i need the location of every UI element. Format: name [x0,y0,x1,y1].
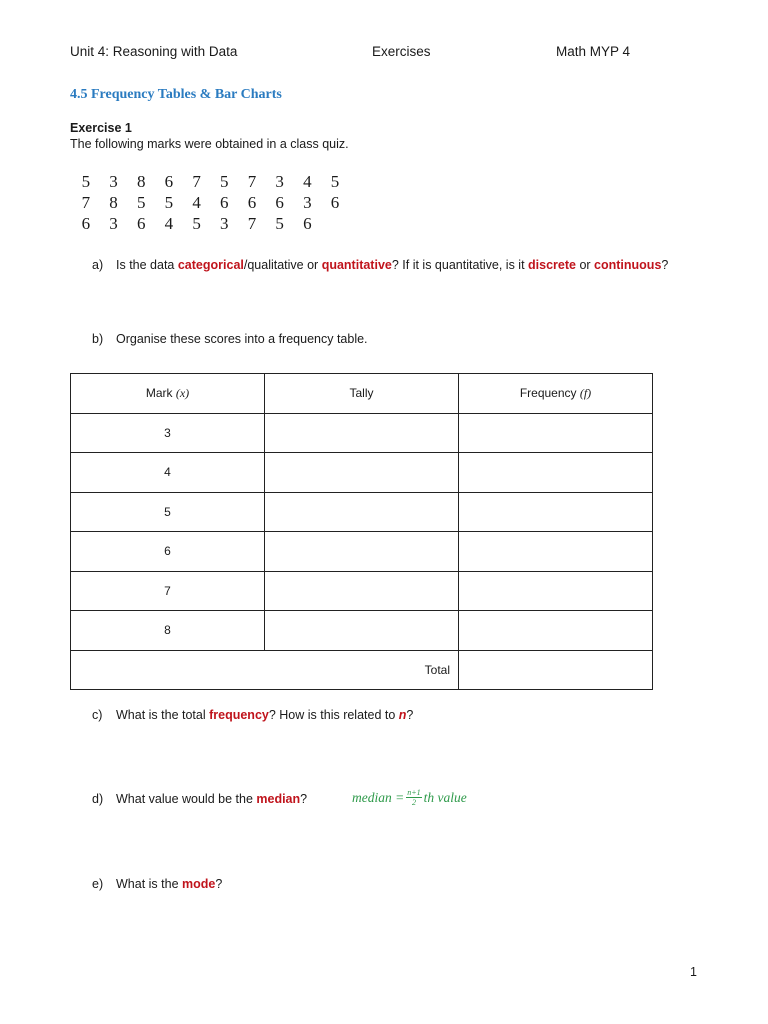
header-frequency-variable: (f) [579,385,592,400]
mark-value: 5 [275,214,284,233]
mark-value: 5 [192,214,201,233]
keyword-continuous: continuous [594,258,662,272]
mark-cell: 8 [71,611,265,651]
mark-value: 4 [164,214,174,233]
mark-cell: 7 [71,571,265,611]
table-row [71,492,653,532]
mark-value: 8 [109,193,118,212]
header-course: Math MYP 4 [556,44,631,59]
mark-value: 5 [220,172,229,191]
table-row [71,453,653,493]
question-a [92,258,668,272]
mark-value: 6 [164,172,174,191]
marks-row [72,214,349,235]
tally-cell[interactable] [265,492,459,532]
total-label: Total [71,650,459,690]
mark-value: 6 [303,214,312,233]
mark-value: 6 [220,193,229,212]
keyword-frequency: frequency [209,708,269,722]
header-mark-label: Mark [145,385,176,400]
total-frequency-cell[interactable] [459,650,653,690]
formula-fraction [406,788,421,807]
frequency-cell[interactable] [459,611,653,651]
mark-value: 6 [330,193,340,212]
frequency-cell[interactable] [459,532,653,572]
keyword-n: n [398,708,407,722]
formula-numerator: n+1 [407,788,421,797]
frequency-cell[interactable] [459,571,653,611]
mark-value: 3 [109,172,118,191]
header-mark-variable: (x) [175,385,190,400]
mark-value: 7 [81,193,91,212]
mark-value: 3 [109,214,118,233]
mark-cell: 6 [71,532,265,572]
question-e [92,877,222,891]
mark-value: 6 [136,214,146,233]
frequency-cell[interactable] [459,413,653,453]
question-text: What value would be the [116,792,257,806]
tally-cell[interactable] [265,571,459,611]
exercise-intro: The following marks were obtained in a class quiz. [70,137,349,151]
marks-row [72,172,349,193]
formula-lhs: median = [352,789,405,805]
mark-value: 6 [247,193,257,212]
table-header-row [71,374,653,414]
question-text: ? [300,792,308,806]
question-c [92,708,413,722]
question-label: e) [92,877,104,891]
mark-value: 7 [247,172,257,191]
question-text: Organise these scores into a frequency table. [116,332,368,346]
mark-value: 8 [136,172,146,191]
keyword-mode: mode [182,877,216,891]
mark-value: 4 [192,193,201,212]
exercise-title: Exercise 1 [70,121,132,135]
header-exercises: Exercises [372,44,431,59]
marks-grid [72,172,349,235]
mark-value: 3 [303,193,312,212]
question-label: a) [92,258,104,272]
question-text: ? [406,708,414,722]
section-title: 4.5 Frequency Tables & Bar Charts [70,87,282,102]
header-unit: Unit 4: Reasoning with Data [70,44,238,59]
question-text: or [575,258,595,272]
table-row [71,413,653,453]
keyword-categorical: categorical [177,258,244,272]
question-text: /qualitative or [243,258,322,272]
tally-cell[interactable] [265,453,459,493]
question-text: Is the data [116,258,178,272]
tally-cell[interactable] [265,532,459,572]
marks-row [72,193,349,214]
mark-value: 5 [330,172,340,191]
mark-value: 4 [303,172,312,191]
frequency-table [70,373,653,690]
mark-value: 3 [220,214,229,233]
mark-value: 5 [136,193,146,212]
keyword-median: median [256,792,301,806]
median-formula [352,788,467,807]
question-text: What is the [116,877,182,891]
mark-value: 3 [275,172,284,191]
mark-value: 7 [192,172,201,191]
page-number: 1 [690,965,697,979]
frequency-cell[interactable] [459,492,653,532]
frequency-cell[interactable] [459,453,653,493]
question-text: ? [215,877,223,891]
mark-value: 5 [164,193,174,212]
formula-rhs: th value [423,789,467,805]
mark-value: 6 [81,214,91,233]
question-text: What is the total [116,708,210,722]
header-frequency-label: Frequency [519,385,580,400]
keyword-discrete: discrete [528,258,576,272]
tally-cell[interactable] [265,413,459,453]
header-mark [71,374,265,414]
mark-cell: 4 [71,453,265,493]
question-label: c) [92,708,103,722]
question-label: b) [92,332,104,346]
mark-value: 7 [247,214,257,233]
table-row [71,611,653,651]
tally-cell[interactable] [265,611,459,651]
question-text: ? How is this related to [268,708,399,722]
question-text: ? If it is quantitative, is it [391,258,529,272]
formula-denominator: 2 [411,798,416,807]
table-row [71,532,653,572]
table-total-row [71,650,653,690]
table-row [71,571,653,611]
question-label: d) [92,792,104,806]
question-b [92,332,368,346]
header-tally: Tally [265,374,459,414]
mark-value: 6 [275,193,284,212]
mark-cell: 3 [71,413,265,453]
header-frequency [459,374,653,414]
question-text: ? [661,258,669,272]
mark-value: 5 [81,172,91,191]
mark-cell: 5 [71,492,265,532]
keyword-quantitative: quantitative [321,258,392,272]
question-d [92,792,307,806]
